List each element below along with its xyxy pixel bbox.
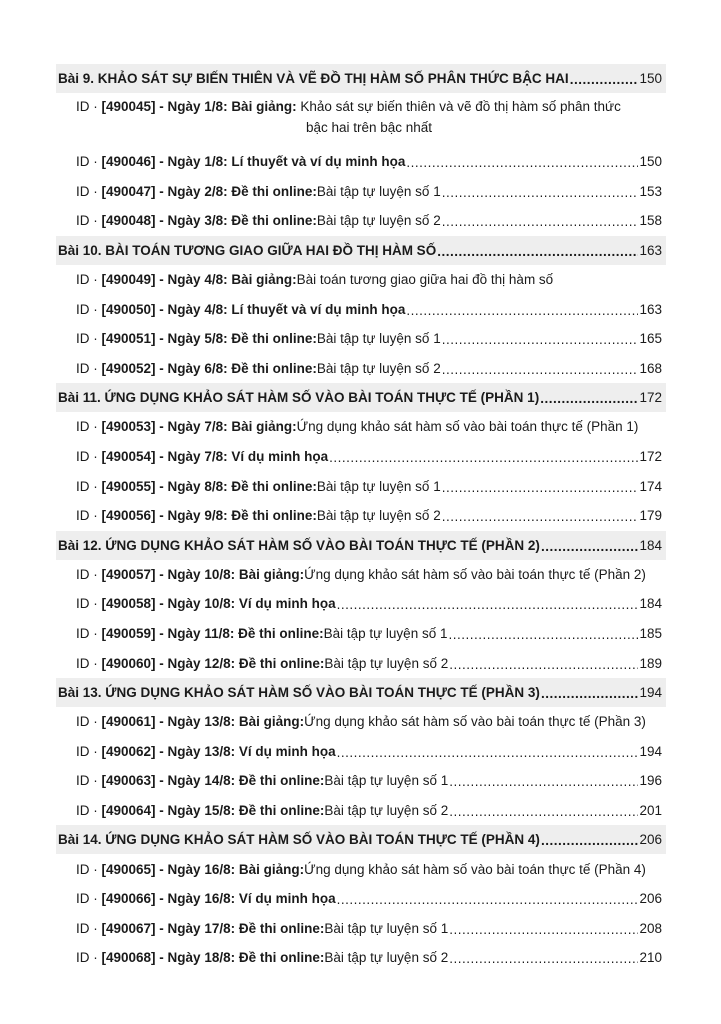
- toc-section-heading[interactable]: [56, 678, 666, 707]
- toc-entry[interactable]: [56, 884, 666, 914]
- toc-entry[interactable]: [56, 648, 666, 678]
- entry-code: [490065] - Ngày 16/8:: [101, 861, 236, 877]
- entry-code: [490063] - Ngày 14/8:: [101, 773, 236, 789]
- entry-prefix: ID ·: [76, 331, 98, 347]
- entry-text: Bài tập tự luyện số 1: [324, 773, 449, 789]
- section-title: Bài 13. ỨNG DỤNG KHẢO SÁT HÀM SỐ VÀO BÀI TOÁN THỰC TẾ (PHẦN 3): [58, 684, 540, 700]
- entry-code: [490050] - Ngày 4/8:: [101, 301, 228, 317]
- entry-prefix: ID ·: [76, 360, 98, 376]
- dot-leader: [540, 391, 638, 406]
- entry-prefix: ID ·: [76, 773, 98, 789]
- toc-entry[interactable]: [56, 619, 666, 649]
- toc-entry[interactable]: [56, 471, 666, 501]
- entry-code: [490052] - Ngày 6/8:: [101, 360, 228, 376]
- entry-page-number: 153: [639, 183, 662, 199]
- entry-kind: Bài giảng:: [238, 861, 305, 877]
- entry-kind: Bài giảng:: [231, 419, 297, 435]
- entry-code: [490060] - Ngày 12/8:: [101, 655, 236, 671]
- toc-entry[interactable]: [56, 412, 666, 442]
- toc-entry[interactable]: [56, 737, 666, 767]
- toc-entry[interactable]: [56, 354, 666, 384]
- toc-entry[interactable]: [56, 294, 666, 324]
- entry-kind: Đề thi online:: [231, 331, 317, 347]
- entry-kind: Đề thi online:: [238, 626, 324, 642]
- entry-text: Bài tập tự luyện số 1: [316, 331, 441, 347]
- toc-entry[interactable]: [56, 177, 666, 207]
- dot-leader: [437, 244, 638, 259]
- entry-code: [490062] - Ngày 13/8:: [101, 743, 236, 759]
- entry-prefix: ID ·: [76, 449, 98, 465]
- entry-prefix: ID ·: [76, 566, 98, 582]
- entry-prefix: ID ·: [76, 626, 98, 642]
- dot-leader: [442, 362, 639, 377]
- entry-kind: Ví dụ minh họa: [238, 891, 336, 907]
- toc-section-heading[interactable]: [56, 236, 666, 265]
- entry-page-number: 208: [639, 920, 662, 936]
- entry-prefix: ID ·: [76, 861, 98, 877]
- entry-page-number: 174: [639, 478, 662, 494]
- toc-entry[interactable]: [56, 93, 666, 147]
- entry-text: Khảo sát sự biến thiên và vẽ đồ thị hàm số phân thức: [296, 99, 621, 114]
- toc-entry[interactable]: [56, 913, 666, 943]
- entry-page-number: 196: [639, 773, 662, 789]
- dot-leader: [442, 509, 639, 524]
- entry-kind: Bài giảng:: [238, 566, 305, 582]
- toc-entry[interactable]: [56, 854, 666, 884]
- toc-entry[interactable]: [56, 560, 666, 590]
- entry-text: Ứng dụng khảo sát hàm số vào bài toán thực tế (Phần 2): [304, 566, 646, 582]
- entry-page-number: 185: [639, 626, 662, 642]
- entry-prefix: ID ·: [76, 920, 98, 936]
- entry-text: Bài tập tự luyện số 2: [324, 950, 449, 966]
- section-page-number: 172: [639, 390, 662, 406]
- entry-code: [490051] - Ngày 5/8:: [101, 331, 228, 347]
- section-title: Bài 10. BÀI TOÁN TƯƠNG GIAO GIỮA HAI ĐỒ THỊ HÀM SỐ: [58, 242, 437, 258]
- entry-code: [490058] - Ngày 10/8:: [101, 596, 236, 612]
- entry-page-number: 189: [639, 655, 662, 671]
- dot-leader: [449, 804, 638, 819]
- toc-entry[interactable]: [56, 501, 666, 531]
- entry-kind: Ví dụ minh họa: [231, 449, 329, 465]
- toc-entry[interactable]: [56, 147, 666, 177]
- section-page-number: 163: [639, 242, 662, 258]
- entry-text: Bài tập tự luyện số 1: [316, 478, 441, 494]
- entry-text: Bài toán tương giao giữa hai đồ thị hàm số: [296, 272, 554, 288]
- entry-page-number: 194: [639, 743, 662, 759]
- entry-text: Bài tập tự luyện số 2: [316, 213, 441, 229]
- entry-code: [490047] - Ngày 2/8:: [101, 183, 228, 199]
- entry-prefix: ID ·: [76, 99, 102, 114]
- toc-section-heading[interactable]: [56, 383, 666, 412]
- toc-section-heading[interactable]: [56, 825, 666, 854]
- entry-kind: Đề thi online:: [238, 802, 325, 818]
- dot-leader: [442, 480, 639, 495]
- dot-leader: [541, 539, 639, 554]
- entry-kind: Đề thi online:: [231, 360, 317, 376]
- toc-entry[interactable]: [56, 265, 666, 295]
- entry-prefix: ID ·: [76, 154, 98, 170]
- entry-kind: Bài giảng:: [238, 714, 305, 730]
- dot-leader: [442, 332, 639, 347]
- entry-code: [490066] - Ngày 16/8:: [101, 891, 236, 907]
- section-title: Bài 14. ỨNG DỤNG KHẢO SÁT HÀM SỐ VÀO BÀI TOÁN THỰC TẾ (PHẦN 4): [58, 832, 540, 848]
- section-title: Bài 9. KHẢO SÁT SỰ BIẾN THIÊN VÀ VẼ ĐỒ THỊ HÀM SỐ PHÂN THỨC BẬC HAI: [58, 71, 569, 86]
- entry-page-number: 206: [639, 891, 662, 907]
- entry-kind: Đề thi online:: [231, 183, 317, 199]
- dot-leader: [406, 303, 638, 318]
- entry-prefix: ID ·: [76, 596, 98, 612]
- section-page-number: 150: [639, 71, 662, 86]
- entry-prefix: ID ·: [76, 301, 98, 317]
- dot-leader: [449, 657, 638, 672]
- entry-prefix: ID ·: [76, 213, 98, 229]
- toc-entry[interactable]: [56, 943, 666, 973]
- dot-leader: [449, 774, 638, 789]
- dot-leader: [449, 951, 638, 966]
- entry-code: [490068] - Ngày 18/8:: [101, 950, 236, 966]
- entry-kind: Đề thi online:: [231, 508, 317, 524]
- section-page-number: 184: [639, 537, 662, 553]
- entry-text: Ứng dụng khảo sát hàm số vào bài toán thực tế (Phần 1): [296, 419, 639, 435]
- dot-leader: [442, 214, 639, 229]
- entry-text: Bài tập tự luyện số 2: [324, 802, 449, 818]
- entry-code: [490055] - Ngày 8/8:: [101, 478, 228, 494]
- entry-kind: Đề thi online:: [238, 920, 325, 936]
- entry-text: Ứng dụng khảo sát hàm số vào bài toán thực tế (Phần 3): [304, 714, 646, 730]
- dot-leader: [406, 155, 638, 170]
- dot-leader: [541, 833, 639, 848]
- dot-leader: [337, 597, 639, 612]
- entry-code: [490048] - Ngày 3/8:: [101, 213, 228, 229]
- section-page-number: 206: [639, 832, 662, 848]
- entry-code: [490045] - Ngày 1/8:: [101, 99, 232, 114]
- toc-entry[interactable]: [56, 206, 666, 236]
- entry-code: [490053] - Ngày 7/8:: [101, 419, 228, 435]
- entry-line: [76, 99, 662, 114]
- entry-page-number: 158: [639, 213, 662, 229]
- entry-prefix: ID ·: [76, 419, 98, 435]
- entry-kind: Đề thi online:: [231, 478, 317, 494]
- entry-kind: Đề thi online:: [238, 655, 325, 671]
- toc-entry[interactable]: [56, 324, 666, 354]
- entry-kind: Bài giảng:: [231, 272, 297, 288]
- entry-kind: Lí thuyết và ví dụ minh họa: [231, 154, 406, 170]
- entry-text: Ứng dụng khảo sát hàm số vào bài toán thực tế (Phần 4): [304, 861, 646, 877]
- dot-leader: [337, 892, 639, 907]
- entry-kind: Đề thi online:: [238, 773, 325, 789]
- entry-code: [490059] - Ngày 11/8:: [101, 626, 235, 642]
- dot-leader: [448, 627, 638, 642]
- section-page-number: 194: [639, 684, 662, 700]
- dot-leader: [337, 745, 639, 760]
- entry-code: [490064] - Ngày 15/8:: [101, 802, 236, 818]
- entry-kind: Ví dụ minh họa: [238, 743, 336, 759]
- dot-leader: [449, 922, 638, 937]
- entry-page-number: 163: [639, 301, 662, 317]
- toc-entry[interactable]: [56, 796, 666, 826]
- entry-page-number: 172: [639, 449, 662, 465]
- table-of-contents: [56, 64, 666, 973]
- entry-text: Bài tập tự luyện số 1: [316, 183, 441, 199]
- entry-kind: Bài giảng:: [231, 99, 297, 114]
- dot-leader: [442, 185, 639, 200]
- entry-page-number: 165: [639, 331, 662, 347]
- entry-text: Bài tập tự luyện số 2: [324, 655, 449, 671]
- entry-prefix: ID ·: [76, 950, 98, 966]
- entry-code: [490049] - Ngày 4/8:: [101, 272, 228, 288]
- entry-text: Bài tập tự luyện số 2: [316, 360, 441, 376]
- dot-leader: [541, 686, 639, 701]
- entry-page-number: 179: [639, 508, 662, 524]
- entry-prefix: ID ·: [76, 714, 98, 730]
- section-title: Bài 11. ỨNG DỤNG KHẢO SÁT HÀM SỐ VÀO BÀI TOÁN THỰC TẾ (PHẦN 1): [58, 390, 540, 406]
- entry-prefix: ID ·: [76, 272, 98, 288]
- dot-leader: [570, 72, 639, 87]
- entry-text-continued: bậc hai trên bậc nhất: [305, 120, 433, 135]
- entry-prefix: ID ·: [76, 802, 98, 818]
- entry-code: [490054] - Ngày 7/8:: [101, 449, 228, 465]
- entry-text: Bài tập tự luyện số 1: [324, 920, 449, 936]
- entry-page-number: 150: [639, 154, 662, 170]
- entry-kind: Đề thi online:: [231, 213, 317, 229]
- entry-text: Bài tập tự luyện số 1: [323, 626, 448, 642]
- dot-leader: [329, 450, 638, 465]
- entry-prefix: ID ·: [76, 743, 98, 759]
- entry-page-number: 201: [639, 802, 662, 818]
- section-title: Bài 12. ỨNG DỤNG KHẢO SÁT HÀM SỐ VÀO BÀI TOÁN THỰC TẾ (PHẦN 2): [58, 537, 540, 553]
- entry-prefix: ID ·: [76, 891, 98, 907]
- entry-prefix: ID ·: [76, 183, 98, 199]
- entry-kind: Lí thuyết và ví dụ minh họa: [231, 301, 406, 317]
- entry-text: Bài tập tự luyện số 2: [316, 508, 441, 524]
- entry-code: [490061] - Ngày 13/8:: [101, 714, 236, 730]
- toc-entry[interactable]: [56, 766, 666, 796]
- toc-entry[interactable]: [56, 707, 666, 737]
- entry-page-number: 184: [639, 596, 662, 612]
- entry-kind: Ví dụ minh họa: [238, 596, 336, 612]
- entry-code: [490057] - Ngày 10/8:: [101, 566, 236, 582]
- entry-prefix: ID ·: [76, 478, 98, 494]
- entry-code: [490067] - Ngày 17/8:: [101, 920, 236, 936]
- toc-section-heading[interactable]: [56, 64, 666, 93]
- toc-section-heading[interactable]: [56, 531, 666, 560]
- entry-page-number: 210: [639, 950, 662, 966]
- toc-entry[interactable]: [56, 589, 666, 619]
- entry-code: [490056] - Ngày 9/8:: [101, 508, 228, 524]
- entry-page-number: 168: [639, 360, 662, 376]
- entry-code: [490046] - Ngày 1/8:: [101, 154, 228, 170]
- toc-entry[interactable]: [56, 442, 666, 472]
- entry-kind: Đề thi online:: [238, 950, 325, 966]
- entry-prefix: ID ·: [76, 655, 98, 671]
- entry-prefix: ID ·: [76, 508, 98, 524]
